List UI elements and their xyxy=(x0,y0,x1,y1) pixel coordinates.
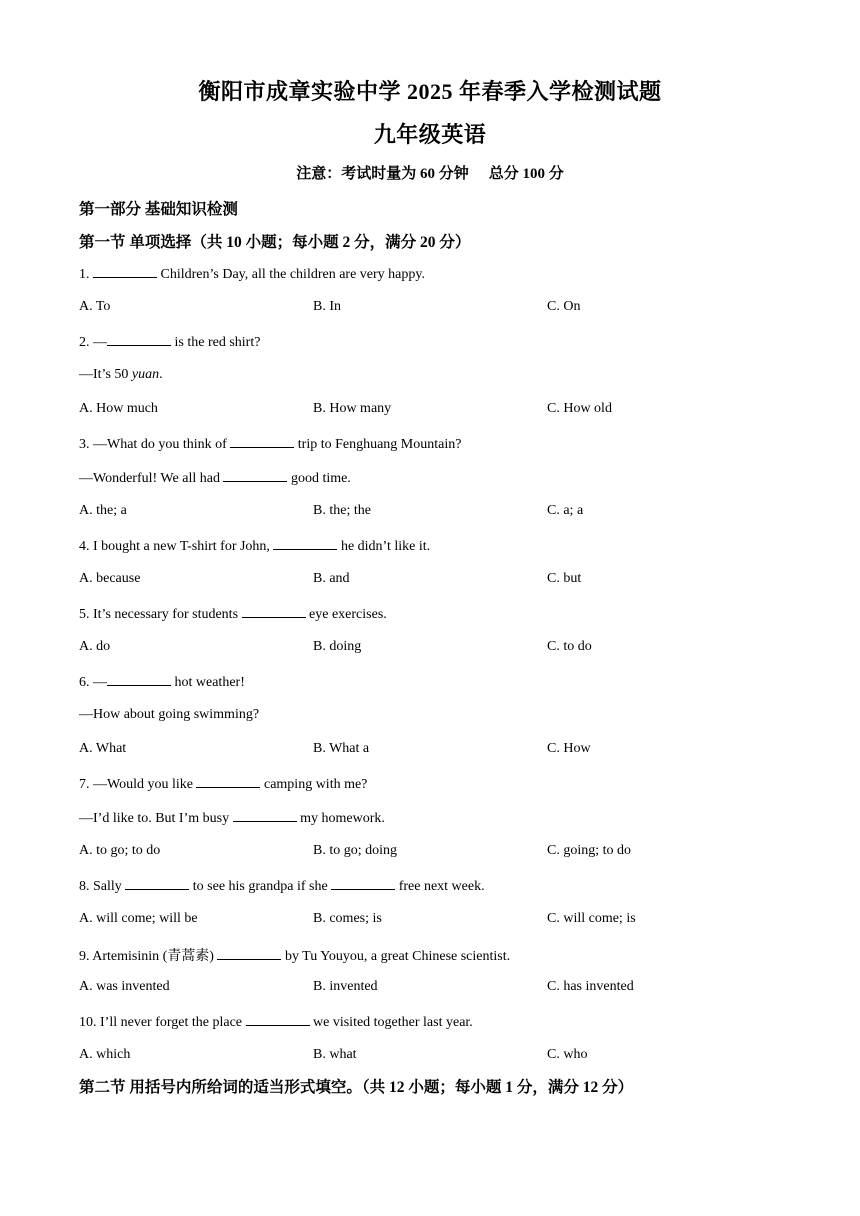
option-a: A. will come; will be xyxy=(79,911,198,926)
answer-blank xyxy=(242,605,306,618)
question-2-reply: —It’s 50 yuan. xyxy=(79,367,163,382)
option-b: B. doing xyxy=(313,639,362,654)
section1-title: 第一节 单项选择（共 10 小题；每小题 2 分，满分 20 分） xyxy=(79,234,471,251)
answer-blank xyxy=(125,877,189,890)
option-a: A. What xyxy=(79,741,127,756)
answer-blank xyxy=(196,775,260,788)
section2-title: 第二节 用括号内所给词的适当形式填空。（共 12 小题；每小题 1 分，满分 12 分） xyxy=(79,1079,634,1096)
option-a: A. How much xyxy=(79,401,158,416)
option-a: A. to go; to do xyxy=(79,843,161,858)
option-b: B. In xyxy=(313,299,341,314)
note-score: 总分 100 分 xyxy=(488,166,564,182)
option-c: C. to do xyxy=(547,639,592,654)
answer-blank xyxy=(246,1013,310,1026)
part1-title: 第一部分 基础知识检测 xyxy=(79,201,238,218)
question-5-stem: 5. It’s necessary for students eye exercises. xyxy=(79,607,387,622)
option-a: A. To xyxy=(79,299,111,314)
answer-blank xyxy=(273,537,337,550)
question-1-options xyxy=(0,299,860,319)
option-c: C. On xyxy=(547,299,581,314)
answer-blank xyxy=(233,809,297,822)
option-c: C. a; a xyxy=(547,503,584,518)
question-10-stem: 10. I’ll never forget the place we visited together last year. xyxy=(79,1015,473,1030)
answer-blank xyxy=(107,673,171,686)
option-b: B. comes; is xyxy=(313,911,382,926)
question-6-reply: —How about going swimming? xyxy=(79,707,260,722)
option-b: B. to go; doing xyxy=(313,843,398,858)
answer-blank xyxy=(331,877,395,890)
option-b: B. invented xyxy=(313,979,378,994)
option-a: A. was invented xyxy=(79,979,170,994)
option-c: C. but xyxy=(547,571,582,586)
question-9-options xyxy=(0,979,860,999)
question-3-reply: —Wonderful! We all had good time. xyxy=(79,471,351,486)
question-2-options xyxy=(0,401,860,421)
question-3-stem: 3. —What do you think of trip to Fenghuang Mountain? xyxy=(79,437,462,452)
question-7-reply: —I’d like to. But I’m busy my homework. xyxy=(79,811,385,826)
exam-title: 衡阳市成章实验中学 2025 年春季入学检测试题 xyxy=(198,79,662,104)
question-7-stem: 7. —Would you like camping with me? xyxy=(79,777,368,792)
answer-blank xyxy=(93,265,157,278)
question-6-stem: 6. — hot weather! xyxy=(79,675,245,690)
option-c: C. How xyxy=(547,741,591,756)
answer-blank xyxy=(107,333,171,346)
exam-subtitle: 九年级英语 xyxy=(373,122,487,147)
question-9-stem: 9. Artemisinin (青蒿素) by Tu Youyou, a great Chinese scientist. xyxy=(79,949,511,964)
answer-blank xyxy=(230,435,294,448)
question-7-options xyxy=(0,843,860,863)
option-c: C. has invented xyxy=(547,979,634,994)
question-8-stem: 8. Sally to see his grandpa if she free next week. xyxy=(79,879,485,894)
option-c: C. How old xyxy=(547,401,612,416)
question-8-options xyxy=(0,911,860,931)
question-1-stem: 1. Children’s Day, all the children are very happy. xyxy=(79,267,425,282)
option-a: A. because xyxy=(79,571,141,586)
question-4-stem: 4. I bought a new T-shirt for John, he didn’t like it. xyxy=(79,539,431,554)
question-6-options xyxy=(0,741,860,761)
exam-note xyxy=(0,162,860,183)
option-b: B. How many xyxy=(313,401,392,416)
option-a: A. do xyxy=(79,639,111,654)
option-a: A. the; a xyxy=(79,503,127,518)
option-b: B. and xyxy=(313,571,350,586)
option-c: C. going; to do xyxy=(547,843,632,858)
question-2-stem: 2. — is the red shirt? xyxy=(79,335,261,350)
answer-blank xyxy=(223,469,287,482)
option-a: A. which xyxy=(79,1047,131,1062)
option-b: B. what xyxy=(313,1047,357,1062)
question-5-options xyxy=(0,639,860,659)
answer-blank xyxy=(217,947,281,960)
question-4-options xyxy=(0,571,860,591)
question-10-options xyxy=(0,1047,860,1067)
option-c: C. who xyxy=(547,1047,588,1062)
question-3-options xyxy=(0,503,860,523)
note-time: 注意：考试时量为 60 分钟 xyxy=(296,166,469,182)
option-c: C. will come; is xyxy=(547,911,636,926)
option-b: B. What a xyxy=(313,741,370,756)
option-b: B. the; the xyxy=(313,503,371,518)
